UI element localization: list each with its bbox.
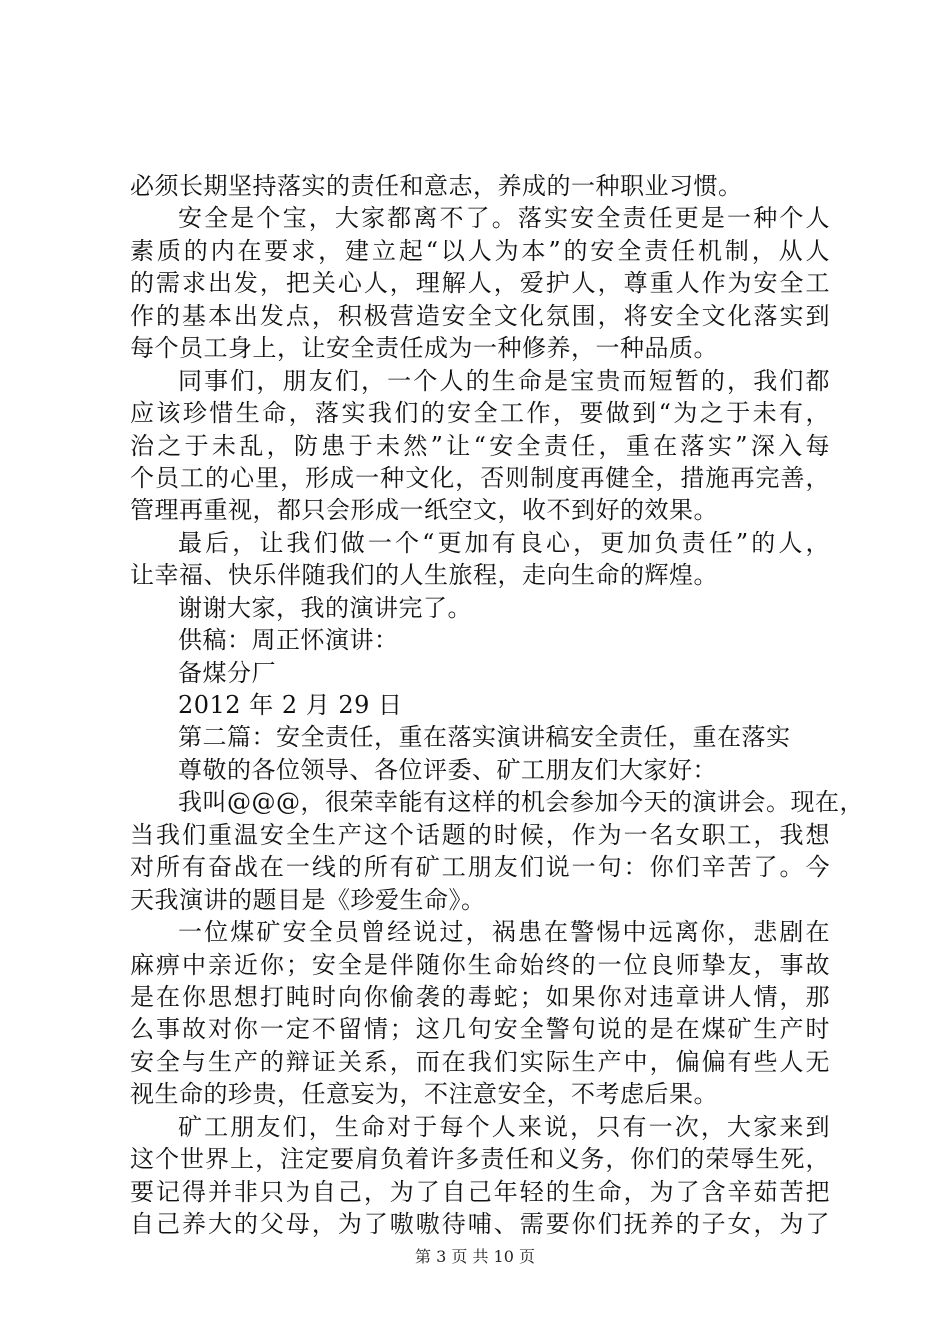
text-line: 麻痹中亲近你；安全是伴随你生命始终的一位良师挚友，事故 [130,950,830,979]
text-line: 我叫@@@，很荣幸能有这样的机会参加今天的演讲会。现在， [178,788,864,817]
paragraph [130,527,830,592]
paragraph [130,365,830,527]
text-line: 安全是个宝，大家都离不了。落实安全责任更是一种个人 [178,204,830,233]
page-number: 第 3 页 共 10 页 [415,1247,535,1266]
page-footer [0,1244,950,1267]
text-line: 个员工的心里，形成一种文化，否则制度再健全，措施再完善， [130,463,830,492]
paragraph [130,721,830,753]
text-line: 么事故对你一定不留情；这几句安全警句说的是在煤矿生产时 [130,1015,830,1044]
text-line: 天我演讲的题目是《珍爱生命》。 [130,885,486,914]
text-line: 当我们重温安全生产这个话题的时候，作为一名女职工，我想 [130,820,830,849]
text-line: 备煤分厂 [178,658,276,687]
text-line: 要记得并非只为自己，为了自己年轻的生命，为了含辛茹苦把 [130,1177,830,1206]
text-line: 一位煤矿安全员曾经说过，祸患在警惕中远离你，悲剧在 [178,918,830,947]
text-line: 同事们，朋友们，一个人的生命是宝贵而短暂的，我们都 [178,366,830,395]
text-line: 谢谢大家，我的演讲完了。 [178,593,472,622]
section-heading: 第二篇：安全责任，重在落实演讲稿安全责任，重在落实 [178,723,791,752]
text-line: 是在你思想打盹时向你偷袭的毒蛇；如果你对违章讲人情，那 [130,982,830,1011]
text-line: 供稿：周正怀演讲： [178,626,399,655]
paragraph [130,657,830,689]
text-line: 治之于未乱，防患于未然”让“安全责任，重在落实”深入每 [130,431,830,460]
paragraph [130,170,830,202]
text-line: 安全与生产的辩证关系，而在我们实际生产中，偏偏有些人无 [130,1047,830,1076]
salutation: 尊敬的各位领导、各位评委、矿工朋友们大家好： [178,755,717,784]
text-line: 自己养大的父母，为了嗷嗷待哺、需要你们抚养的子女，为了 [130,1210,830,1238]
text-line: 视生命的珍贵，任意妄为，不注意安全，不考虑后果。 [130,1080,718,1109]
text-line: 应该珍惜生命，落实我们的安全工作，要做到“为之于未有， [130,399,830,428]
document-body [130,170,864,1240]
text-line: 素质的内在要求，建立起“以人为本”的安全责任机制，从人 [130,236,830,265]
paragraph [130,592,830,624]
text-line: 必须长期坚持落实的责任和意志，养成的一种职业习惯。 [130,172,743,200]
paragraph [130,916,830,1111]
text-line: 每个员工身上，让安全责任成为一种修养，一种品质。 [130,334,718,363]
text-line: 的需求出发，把关心人，理解人，爱护人，尊重人作为安全工 [130,269,830,298]
text-line: 矿工朋友们，生命对于每个人来说，只有一次，大家来到 [178,1112,830,1141]
text-line: 对所有奋战在一线的所有矿工朋友们说一句：你们辛苦了。今 [130,853,830,882]
text-line: 这个世界上，注定要肩负着许多责任和义务，你们的荣辱生死， [130,1145,830,1174]
paragraph [130,786,864,916]
paragraph [130,689,830,721]
paragraph [130,202,830,364]
text-line: 让幸福、快乐伴随我们的人生旅程，走向生命的辉煌。 [130,561,718,590]
paragraph [130,754,830,786]
paragraph [130,624,830,656]
text-line: 管理再重视，都只会形成一纸空文，收不到好的效果。 [130,496,718,525]
paragraph [130,1111,830,1241]
text-line: 作的基本出发点，积极营造安全文化氛围，将安全文化落实到 [130,301,830,330]
date-line: 2012 年 2 月 29 日 [178,691,403,719]
text-line: 最后，让我们做一个“更加有良心，更加负责任”的人， [178,528,830,557]
